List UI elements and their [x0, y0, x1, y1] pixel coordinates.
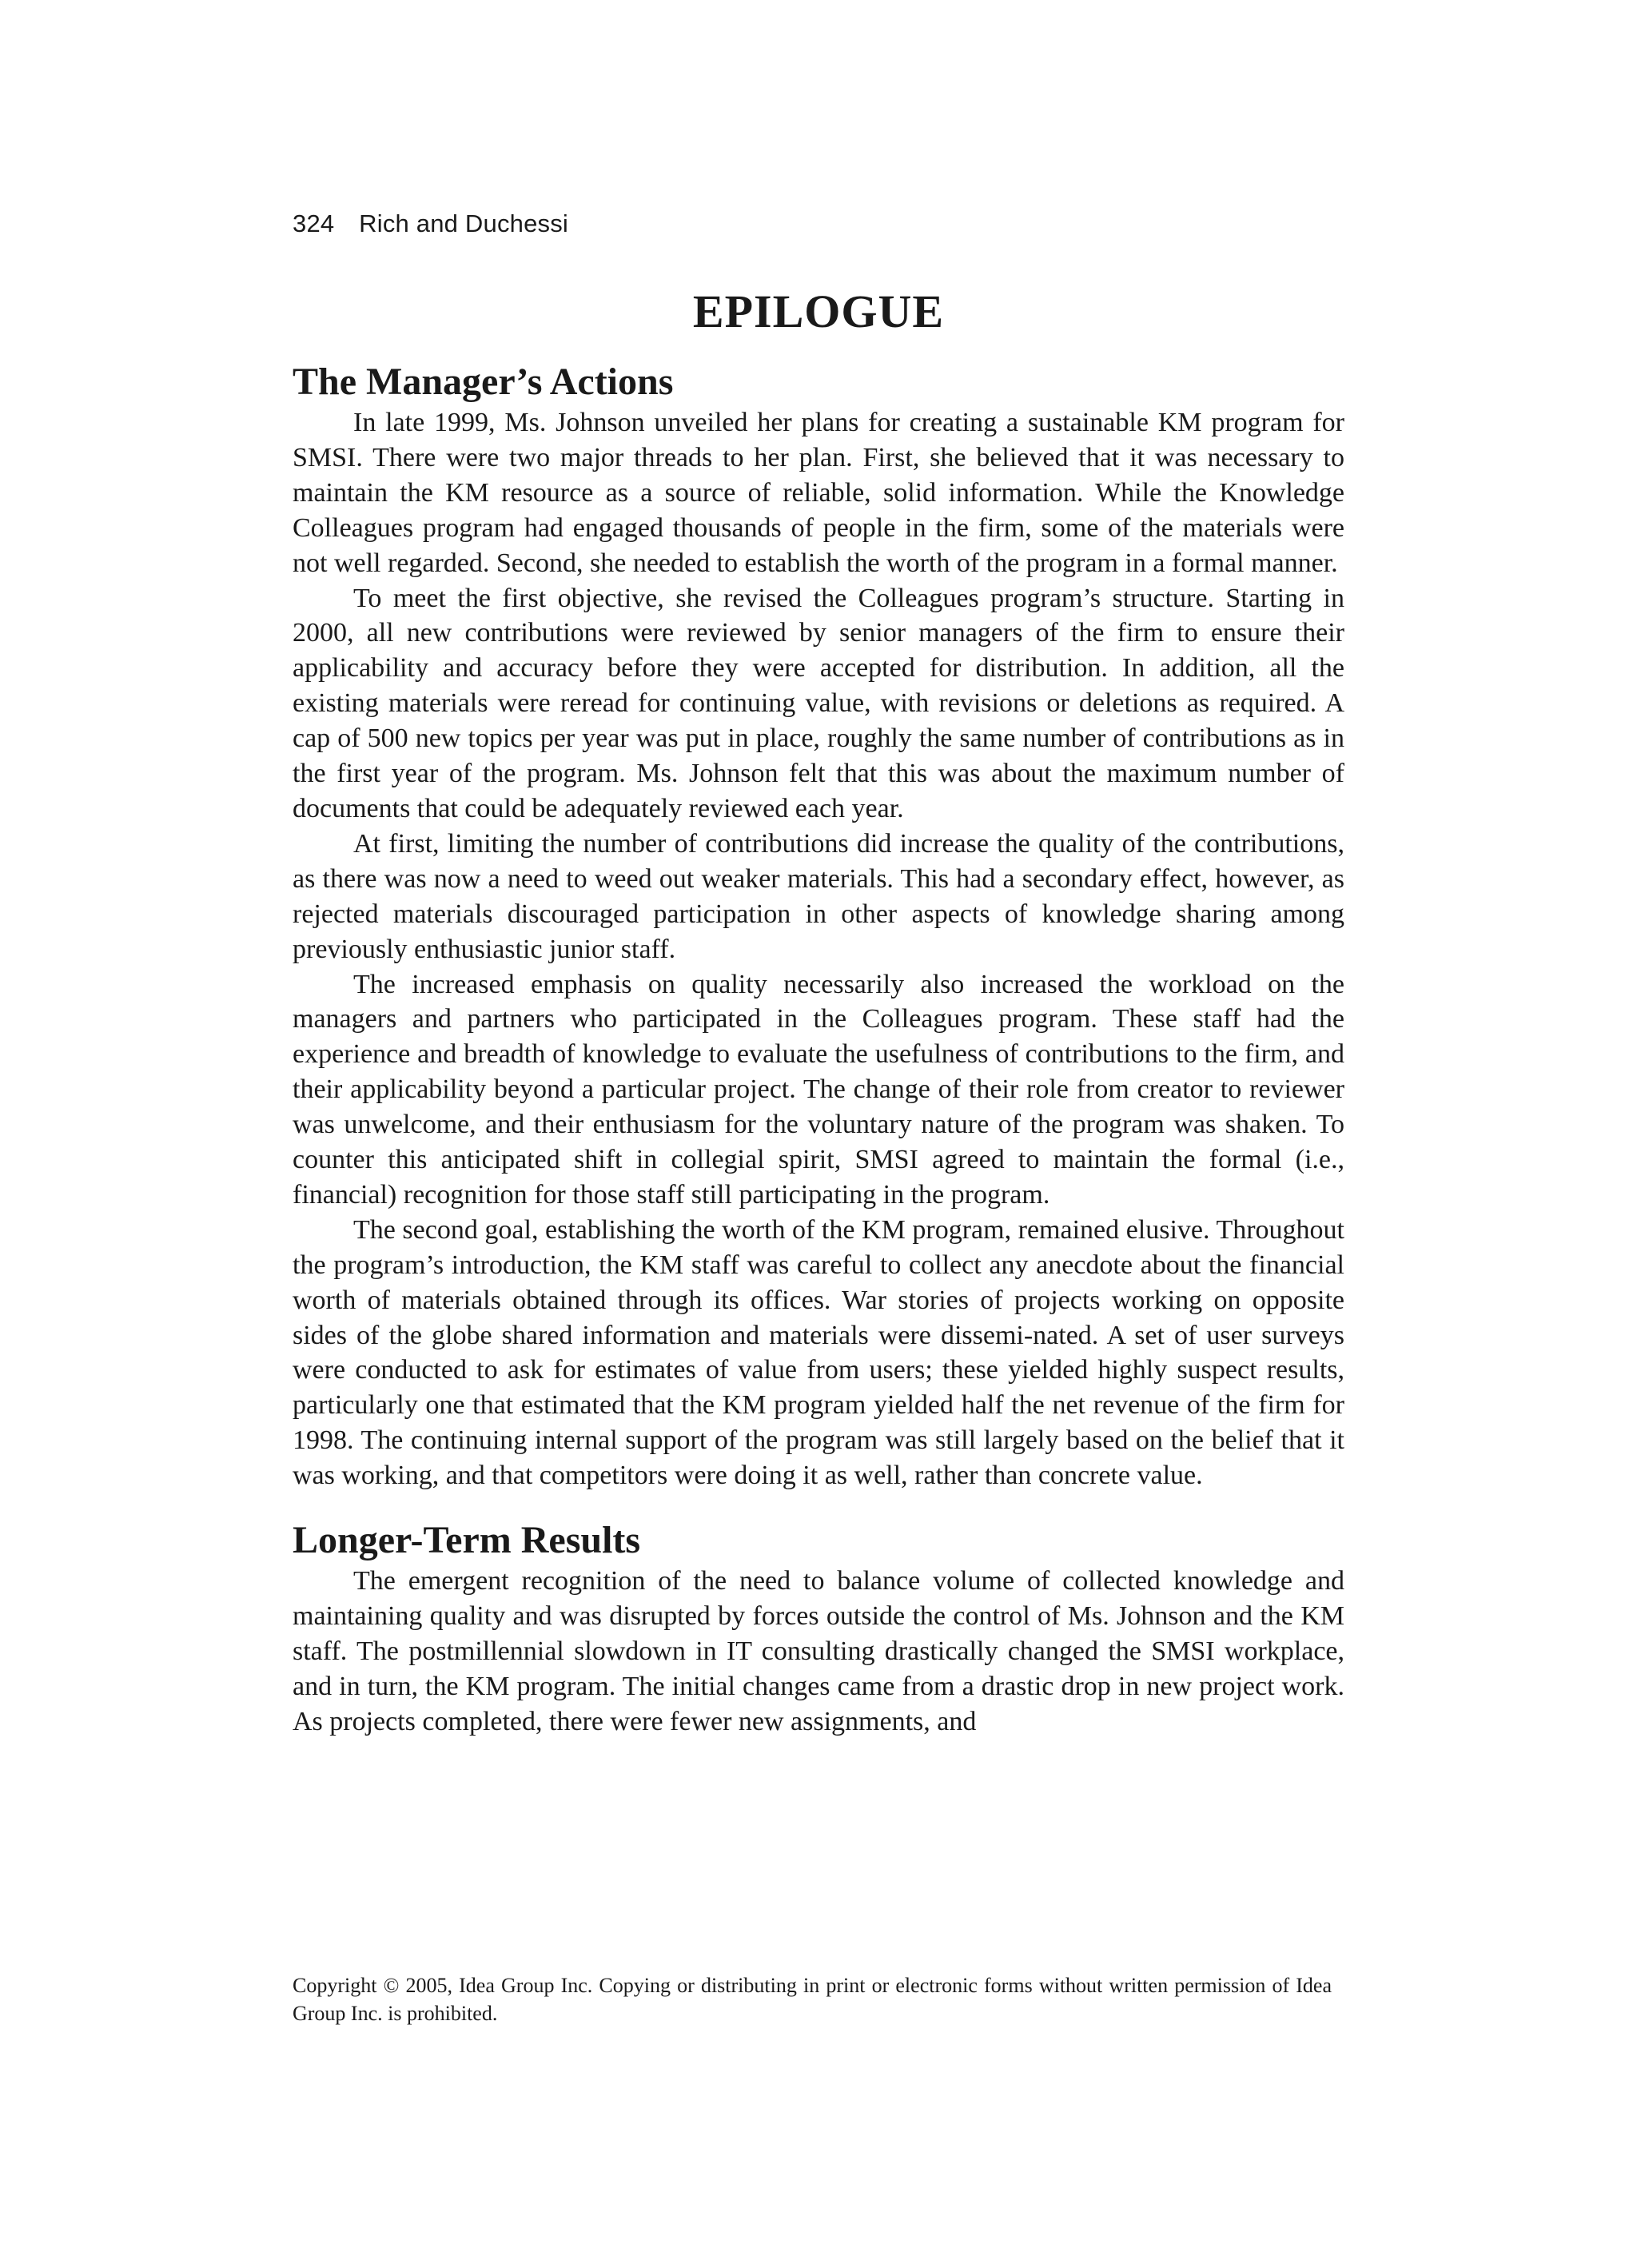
- paragraph: At first, limiting the number of contributions did increase the quality of the contributions, as there was now a need to weed out weaker materials. This had a secondary effect, however, as rejected materials discouraged participation in other aspects of knowledge sharing among previously enthusiastic junior staff.: [293, 828, 1344, 964]
- section-heading-longer-term-results: Longer-Term Results: [293, 1519, 641, 1562]
- paragraph: The increased emphasis on quality necessarily also increased the workload on the managers and partners who participated in the Colleagues program. These staff had the experience and breadth of knowledge to evaluate the usefulness of contributions to the firm, and their applicability beyond a particular project. The change of their role from creator to reviewer was unwelcome, and their enthusiasm for the voluntary nature of the program was shaken. To counter this anticipated shift in collegial spirit, SMSI agreed to maintain the formal (i.e., financial) recognition for those staff still participating in the program.: [293, 969, 1344, 1210]
- running-title: Rich and Duchessi: [359, 209, 569, 237]
- paragraph: The second goal, establishing the worth of the KM program, remained elusive. Throughout the program’s introduction, the KM staff was careful to collect any anecdote about the financial worth of materials obtained through its offices. War stories of projects working on opposite sides of the globe shared information and materials were dissemi-nated. A set of user surveys were conducted to ask for estimates of value from users; these yielded highly suspect results, particularly one that estimated that the KM program yielded half the net revenue of the firm for 1998. The continuing internal support of the program was still largely based on the belief that it was working, and that competitors were doing it as well, rather than concrete value.: [293, 1214, 1344, 1491]
- paragraph: To meet the first objective, she revised the Colleagues program’s structure. Starting in 2000, all new contributions were reviewed by senior managers of the firm to ensure their applicability and accuracy before they were accepted for distribution. In addition, all the existing materials were reread for continuing value, with revisions or deletions as required. A cap of 500 new topics per year was put in place, roughly the same number of contributions as in the first year of the program. Ms. Johnson felt that this was about the maximum number of documents that could be adequately reviewed each year.: [293, 583, 1344, 823]
- chapter-title: EPILOGUE: [692, 285, 945, 337]
- running-header: [293, 209, 568, 238]
- paragraph: The emergent recognition of the need to balance volume of collected knowledge and maintaining quality and was disrupted by forces outside the control of Ms. Johnson and the KM staff. The postmillennial slowdown in IT consulting drastically changed the SMSI workplace, and in turn, the KM program. The initial changes came from a drastic drop in new project work. As projects completed, there were fewer new assignments, and: [293, 1566, 1344, 1736]
- section-heading-managers-actions: The Manager’s Actions: [293, 361, 674, 403]
- page-body: [293, 284, 1344, 1740]
- paragraph: In late 1999, Ms. Johnson unveiled her plans for creating a sustainable KM program for SMSI. There were two major threads to her plan. First, she believed that it was necessary to maintain the KM resource as a source of reliable, solid information. While the Knowledge Colleagues program had engaged thousands of people in the firm, some of the materials were not well regarded. Second, she needed to establish the worth of the program in a formal manner.: [293, 408, 1344, 578]
- page-number: 324: [293, 209, 335, 237]
- copyright-footer: Copyright © 2005, Idea Group Inc. Copying or distributing in print or electronic forms without written permission of Idea Group Inc. is prohibited.: [293, 1974, 1332, 2025]
